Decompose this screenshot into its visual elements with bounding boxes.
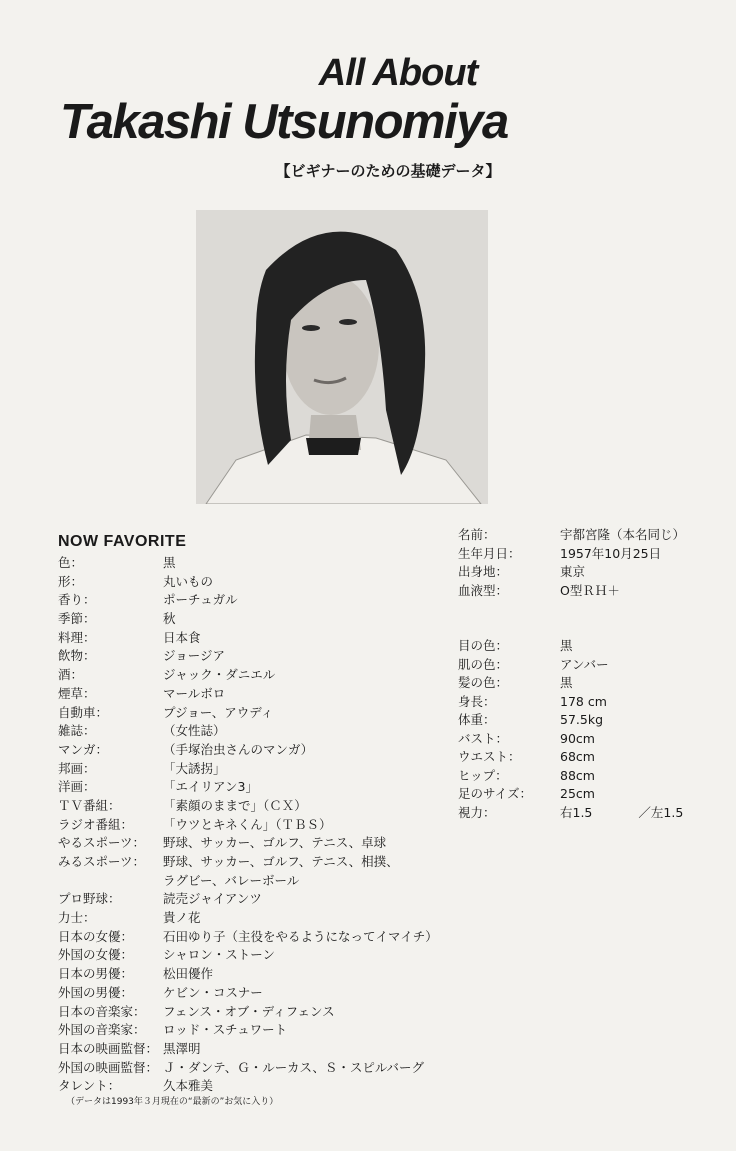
favorite-value: ジャック・ダニエル [163, 667, 276, 683]
favorite-row [58, 834, 478, 853]
profile-value: 黒 [560, 675, 573, 690]
favorite-value: 黒澤明 [163, 1040, 201, 1056]
favorite-row [58, 666, 478, 685]
profile-value-secondary: ／左1.5 [638, 804, 684, 820]
profile-value: 90cm [560, 730, 595, 746]
profile-row [458, 637, 718, 656]
favorite-label: 自動車： [58, 704, 109, 720]
favorite-row [58, 816, 478, 835]
profile-label: 肌の色： [458, 656, 509, 672]
favorite-value: 松田優作 [163, 966, 214, 982]
title-line2: Takashi Utsunomiya [60, 95, 508, 149]
favorite-row [58, 1059, 478, 1078]
profile-value: 68cm [560, 749, 595, 764]
profile-row [458, 674, 718, 693]
favorite-value: マールボロ [163, 685, 226, 701]
favorite-label: 外国の男優： [58, 984, 134, 1000]
favorite-value: 「ウツとキネくん」（ＴＢＳ） [163, 816, 332, 832]
favorite-value: Ｊ・ダンテ、Ｇ・ルーカス、Ｓ・スピルバーグ [163, 1059, 425, 1075]
favorite-label: 邦画： [58, 760, 96, 776]
profile-label: 体重： [458, 712, 496, 727]
profile-row [458, 656, 718, 675]
favorite-value: 読売ジャイアンツ [163, 891, 262, 907]
favorite-value: 貴ノ花 [163, 910, 201, 926]
favorite-row [58, 797, 478, 816]
profile-row [458, 804, 718, 823]
favorite-label [58, 872, 163, 891]
favorite-label: やるスポーツ： [58, 835, 146, 851]
favorite-row [58, 965, 478, 984]
favorite-label: 雑誌： [58, 723, 96, 739]
favorite-label: 料理： [58, 629, 96, 645]
favorite-label: プロ野球： [58, 891, 121, 907]
profile-label: 髪の色： [458, 675, 509, 690]
profile-value: 25cm [560, 786, 595, 801]
profile-row [458, 730, 718, 749]
favorite-row [58, 946, 478, 965]
favorite-value: 丸いもの [163, 573, 214, 589]
favorite-label: ＴＶ番組： [58, 797, 121, 813]
profile-label: 出身地： [458, 564, 509, 579]
data-note: （データは1993年３月現在の“最新の”お気に入り） [66, 1097, 279, 1107]
profile-value: アンバー [560, 656, 609, 672]
favorite-value: ジョージア [163, 648, 226, 664]
favorite-row [58, 647, 478, 666]
favorite-label: 形： [58, 573, 84, 589]
profile-label: 身長： [458, 693, 496, 709]
favorite-label: 外国の映画監督： [58, 1059, 159, 1075]
profile-row [458, 767, 718, 786]
favorite-row [58, 872, 478, 891]
profile-row [458, 693, 718, 712]
profile-value: O型ＲＨ＋ [560, 582, 620, 598]
favorite-value: ラグビー、バレーボール [163, 872, 300, 888]
favorite-value: 野球、サッカー、ゴルフ、テニス、卓球 [163, 835, 387, 851]
profile-value: 88cm [560, 767, 595, 783]
favorite-label: 外国の女優： [58, 947, 134, 963]
favorite-label: 日本の音楽家： [58, 1003, 146, 1019]
favorite-row [58, 610, 478, 629]
favorite-label: タレント： [58, 1078, 121, 1094]
portrait-photo [196, 210, 488, 504]
favorite-row [58, 1003, 478, 1022]
profile-label: ヒップ： [458, 767, 508, 783]
favorite-row [58, 984, 478, 1003]
favorites-heading: NOW FAVORITE [58, 533, 187, 550]
favorite-label: マンガ： [58, 741, 109, 757]
title-line1: All About [318, 52, 478, 94]
profile-value: 東京 [560, 564, 586, 579]
favorites-list [58, 554, 478, 1096]
favorite-row [58, 685, 478, 704]
profile-label: 視力： [458, 804, 496, 820]
favorite-row [58, 778, 478, 797]
favorite-label: 酒： [58, 667, 84, 683]
favorite-row [58, 928, 478, 947]
favorite-value: ケビン・コスナー [163, 984, 263, 1000]
profile-row [458, 582, 718, 601]
favorite-label: 日本の映画監督： [58, 1040, 159, 1056]
profile-row [458, 785, 718, 804]
favorite-row [58, 890, 478, 909]
profile-row [458, 526, 718, 545]
profile-row [458, 748, 718, 767]
favorite-label: 飲物： [58, 648, 96, 664]
favorite-value: ロッド・スチュワート [163, 1022, 288, 1038]
favorite-row [58, 573, 478, 592]
favorite-label: 季節： [58, 611, 96, 627]
favorite-row [58, 629, 478, 648]
favorite-value: 日本食 [163, 629, 201, 645]
favorite-label: ラジオ番組： [58, 816, 134, 832]
profile-label: 名前： [458, 527, 496, 542]
favorite-value: 「大誘拐」 [163, 760, 226, 776]
profile-row [458, 545, 718, 564]
favorite-value: プジョー、アウディ [163, 704, 274, 720]
favorite-label: 色： [58, 555, 84, 570]
subtitle: 【ビギナーのための基礎データ】 [275, 162, 501, 180]
favorite-row [58, 909, 478, 928]
favorite-label: 力士： [58, 910, 96, 926]
profile-label: 生年月日： [458, 545, 521, 561]
profile-value: 1957年10月25日 [560, 545, 662, 561]
profile-label: 目の色： [458, 638, 509, 653]
favorite-label: 日本の女優： [58, 928, 134, 944]
profile-row [458, 711, 718, 730]
favorite-row [58, 704, 478, 723]
favorite-row [58, 591, 478, 610]
profile-label: 足のサイズ： [458, 786, 533, 801]
favorite-value: 石田ゆり子（主役をやるようになってイマイチ） [163, 928, 438, 944]
favorite-value: 久本雅美 [163, 1078, 214, 1094]
favorite-value: 黒 [163, 555, 176, 570]
portrait-illustration [196, 210, 488, 504]
favorite-row [58, 554, 478, 573]
profile-value: 右1.5 [560, 804, 593, 820]
favorite-value: 「素顔のままで」（ＣＸ） [163, 797, 307, 813]
favorite-row [58, 741, 478, 760]
favorite-label: 洋画： [58, 779, 96, 795]
profile-body-list [458, 637, 718, 822]
favorite-value: 「エイリアン3」 [163, 779, 258, 795]
favorite-label: 外国の音楽家： [58, 1022, 146, 1038]
profile-label: ウエスト： [458, 749, 521, 764]
profile-value: 宇都宮隆（本名同じ） [560, 527, 686, 542]
favorite-value: ポーチュガル [163, 592, 238, 608]
favorite-value: 野球、サッカー、ゴルフ、テニス、相撲、 [163, 854, 399, 869]
favorite-row [58, 1040, 478, 1059]
favorite-label: 日本の男優： [58, 966, 134, 982]
profile-value: 57.5kg [560, 712, 604, 727]
favorite-value: 秋 [163, 611, 176, 627]
profile-label: バスト： [458, 730, 509, 746]
favorite-value: シャロン・ストーン [163, 947, 276, 963]
favorite-label: みるスポーツ： [58, 854, 146, 869]
favorite-label: 香り： [58, 592, 96, 608]
favorite-row [58, 760, 478, 779]
profile-label: 血液型： [458, 582, 509, 598]
favorite-value: フェンス・オブ・ディフェンス [163, 1003, 335, 1019]
profile-basic-list [458, 526, 718, 600]
favorite-value: （手塚治虫さんのマンガ） [163, 741, 314, 757]
favorite-value: （女性誌） [163, 723, 226, 739]
favorite-label: 煙草： [58, 685, 96, 701]
favorite-row [58, 1021, 478, 1040]
favorite-row [58, 853, 478, 872]
favorite-row [58, 722, 478, 741]
profile-value: 黒 [560, 638, 573, 653]
profile-value: 178 cm [560, 693, 607, 709]
profile-row [458, 563, 718, 582]
